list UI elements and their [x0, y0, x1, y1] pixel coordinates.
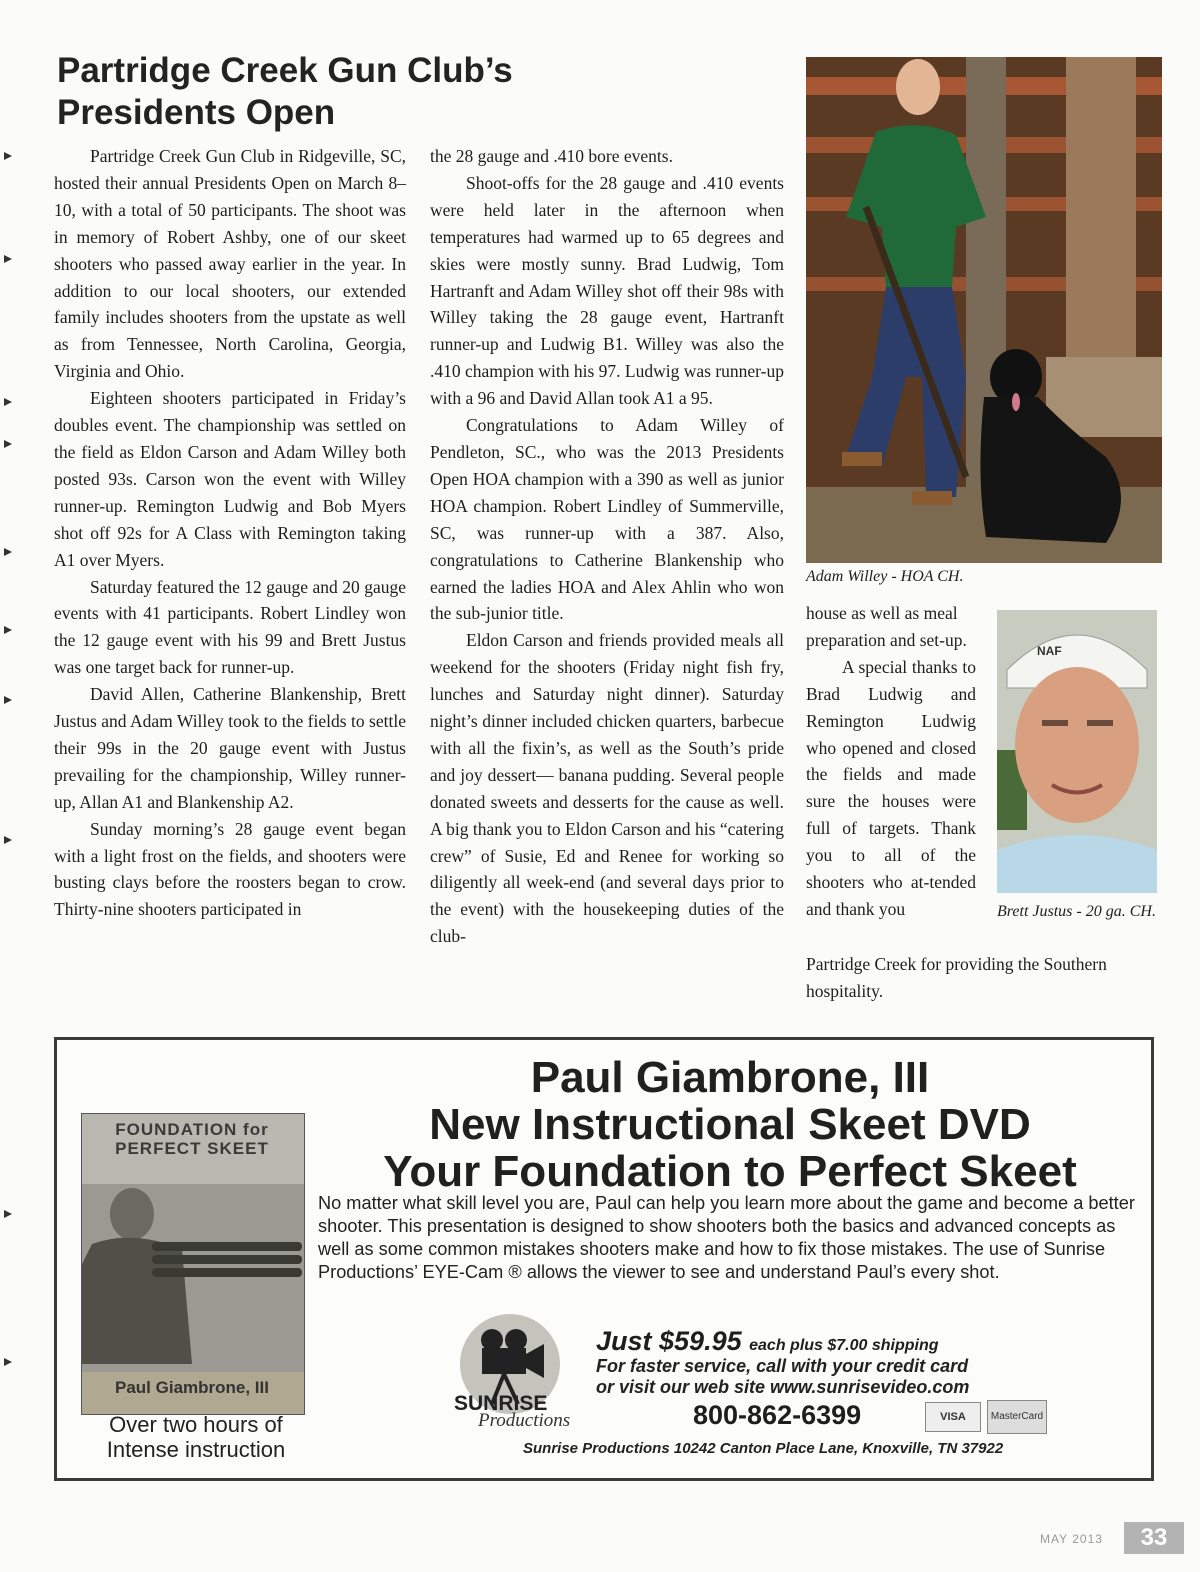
price-shipping-note: each plus $7.00 shipping	[749, 1337, 939, 1354]
paragraph: Eldon Carson and friends provided meals all weekend for the shooters (Friday night fish fry, lunches and Saturday night dinner). Saturday night’s dinner included chicken quarters, barbecue with all the fixin’s, as well as the South’s pride and joy dessert— banana pudding. Several people donated sweets and desserts for the cause as well. A big thank you to Eldon Carson and his “catering crew” of Susie, Ed and Renee for working so diligently all week-end (and several days prior to the event) with the housekeeping duties of the club-	[430, 630, 784, 947]
photo-illustration	[806, 57, 1162, 563]
logo-wordmark: SUNRISE	[454, 1392, 548, 1415]
ad-ordering-line: For faster service, call with your credit card	[596, 1356, 969, 1376]
paragraph: A special thanks to Brad Ludwig and Remington Ludwig who opened and closed the fields and made sure the houses were full of targets. Thank you to all of the shooters who at-tended and thank you	[806, 656, 976, 919]
scan-mark	[4, 398, 12, 406]
ad-ordering-info	[596, 1356, 969, 1398]
article-column-2	[430, 143, 784, 950]
paragraph: Congratulations to Adam Willey of Pendleton, SC., who was the 2013 Presidents Open HOA champion with a 390 as well as junior HOA champion. Robert Lindley of Summerville, SC, was runner-up with a 387. Also, congratulations to Catherine Blankenship who earned the ladies HOA and Alex Ahlin who won the sub-junior title.	[430, 415, 784, 624]
ad-duration-note: Over two hours of Intense instruction	[106, 1412, 286, 1462]
ad-headline-line: New Instructional Skeet DVD	[429, 1100, 1031, 1149]
scan-mark	[4, 626, 12, 634]
scan-mark	[4, 1210, 12, 1218]
visa-card-icon: VISA	[925, 1402, 981, 1432]
scan-mark	[4, 696, 12, 704]
paragraph: the 28 gauge and .410 bore events.	[430, 146, 673, 166]
paragraph: Shoot-offs for the 28 gauge and .410 events were held later in the afternoon when temperatures had warmed up to 65 degrees and skies were mostly sunny. Brad Ludwig, Tom Hartranft and Adam Willey shot off their 98s with Willey taking the 28 gauge event, Hartranft runner-up and Ludwig B1. Willey was also the .410 champion with his 97. Ludwig was runner-up with a 96 and David Allan took A1 a 95.	[430, 172, 784, 409]
issue-date: MAY 2013	[1040, 1532, 1103, 1546]
article-title: Partridge Creek Gun Club’s Presidents Open	[57, 51, 513, 132]
paragraph: Partridge Creek for providing the Southern hospitality.	[806, 954, 1107, 1001]
ad-headline-line: Your Foundation to Perfect Skeet	[383, 1147, 1077, 1196]
paragraph: house as well as meal preparation and set-up.	[806, 603, 967, 650]
dvd-cover-name: Paul Giambrone, III	[115, 1378, 269, 1397]
photo-caption-1: Adam Willey - HOA CH.	[806, 568, 964, 585]
paragraph: Eighteen shooters participated in Friday’s doubles event. The championship was settled on the field as Eldon Carson and Adam Willey both posted 93s. Carson won the event with Willey runner-up. Remington Ludwig and Bob Myers shot off 92s for A Class with Remington taking A1 over Myers.	[54, 388, 406, 570]
article-column-3	[806, 600, 976, 923]
dvd-cover-art	[82, 1114, 304, 1414]
scan-mark	[4, 440, 12, 448]
svg-text:NAF: NAF	[1037, 644, 1062, 658]
scan-mark	[4, 152, 12, 160]
ad-ordering-line: or visit our web site www.sunrisevideo.com	[596, 1377, 970, 1397]
paragraph: Partridge Creek Gun Club in Ridgeville, SC, hosted their annual Presidents Open on March 8–10, with a total of 50 participants. The shoot was in memory of Robert Ashby, one of our skeet shooters who passed away earlier in the year. In addition to our local shooters, our extended family includes shooters from the upstate as well as from Tennessee, North Carolina, Georgia, Virginia and Ohio.	[54, 146, 406, 382]
photo-caption-2: Brett Justus - 20 ga. CH.	[997, 903, 1156, 920]
ad-headline-line: Paul Giambrone, III	[530, 1053, 930, 1102]
ad-body-text: No matter what skill level you are, Paul can help you learn more about the game and become a better shooter. This presentation is designed to show shooters both the basics and advanced concepts as well as some common mistakes shooters make and how to fix those mistakes. The use of Sunrise Productions’ EYE-Cam ® allows the viewer to see and understand Paul’s every shot.	[318, 1193, 1135, 1282]
scan-mark	[4, 255, 12, 263]
paragraph: David Allen, Catherine Blankenship, Brett Justus and Adam Willey took to the fields to settle their 99s in the 20 gauge event with Justus prevailing for the championship, Willey runner-up, Allan A1 and Blankenship A2.	[54, 684, 406, 812]
ad-headline	[320, 1054, 1140, 1195]
mastercard-icon: MasterCard	[987, 1400, 1047, 1434]
photo-illustration	[997, 610, 1157, 893]
dvd-cover	[81, 1113, 305, 1415]
page-number: 33	[1124, 1522, 1184, 1554]
paragraph: Sunday morning’s 28 gauge event began with a light frost on the fields, and shooters were busting clays before the roosters began to crow. Thirty-nine shooters participated in	[54, 818, 406, 920]
ad-price	[596, 1326, 939, 1357]
dvd-cover-title: FOUNDATION for PERFECT SKEET	[115, 1120, 269, 1158]
price-amount: Just $59.95	[596, 1326, 742, 1356]
ad-phone-number: 800-862-6399	[693, 1400, 862, 1430]
photo-adam-willey	[806, 57, 1162, 563]
scan-mark	[4, 548, 12, 556]
article-column-3-tail	[806, 951, 1162, 1005]
logo-subtitle: Productions	[478, 1410, 571, 1431]
ad-address: Sunrise Productions 10242 Canton Place Lane, Knoxville, TN 37922	[523, 1440, 1004, 1457]
paragraph: Saturday featured the 12 gauge and 20 gauge events with 41 participants. Robert Lindley won the 12 gauge event with his 99 and Brett Justus was one target back for runner-up.	[54, 576, 406, 678]
article-column-1	[54, 143, 406, 923]
scan-mark	[4, 836, 12, 844]
scan-mark	[4, 1358, 12, 1366]
photo-brett-justus	[997, 610, 1157, 893]
